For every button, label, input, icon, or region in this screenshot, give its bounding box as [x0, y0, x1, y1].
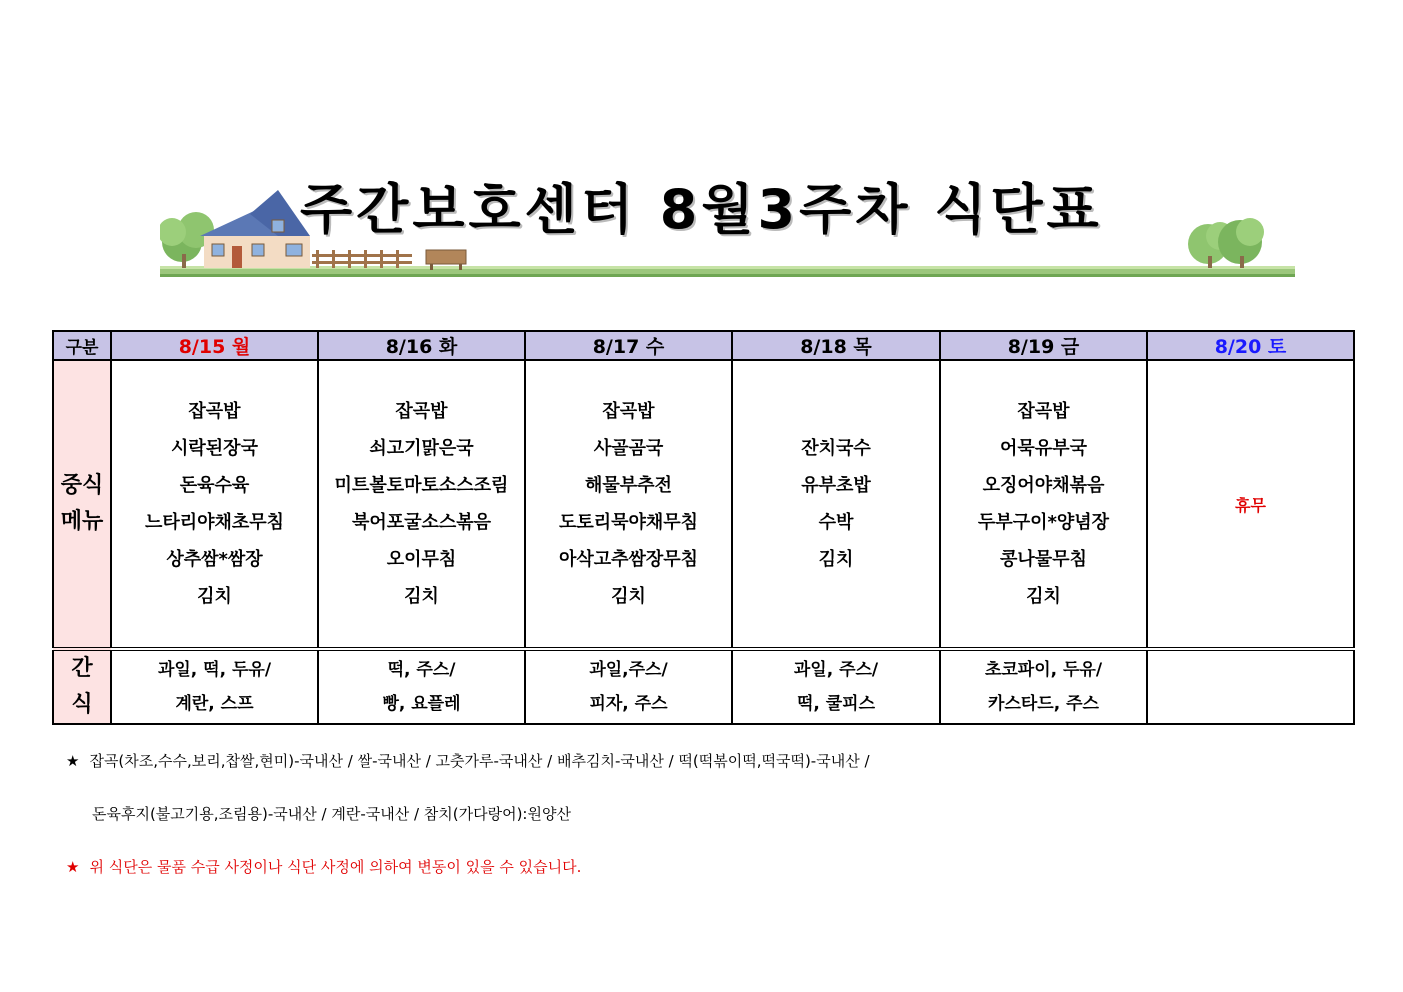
- menu-item: 사골곰국: [593, 438, 664, 459]
- menu-item: 북어포굴소스볶음: [351, 512, 492, 533]
- snack-line: 카스타드, 주스: [988, 694, 1099, 714]
- snack-cell-sat: [1147, 649, 1354, 724]
- lunch-cell-tue: [318, 360, 525, 649]
- menu-item: 오징어야채볶음: [982, 475, 1105, 496]
- menu-list: [112, 393, 317, 615]
- tree-icon: [1188, 218, 1264, 268]
- star-icon: ★: [66, 752, 80, 770]
- origin-note-line1: [66, 750, 870, 771]
- snack-line: 떡, 주스/: [387, 660, 456, 680]
- origin-note-line2: 돈육후지(불고기용,조림용)-국내산 / 계란-국내산 / 참치(가다랑어):원양산: [92, 805, 571, 823]
- menu-item: 잔치국수: [801, 438, 871, 459]
- lunch-label: [53, 360, 111, 649]
- snack-cell-fri: [940, 649, 1147, 724]
- snack-row: [53, 649, 1354, 724]
- snack-label-line2: 식: [71, 692, 93, 717]
- snack-line: 피자, 주스: [589, 694, 668, 714]
- menu-item: 김치: [197, 586, 232, 607]
- fence-icon: [312, 250, 412, 268]
- lunch-label-line2: 메뉴: [60, 509, 104, 534]
- menu-item: 쇠고기맑은국: [369, 438, 474, 459]
- lunch-cell-wed: [525, 360, 732, 649]
- menu-list: [941, 393, 1146, 615]
- day-header-fri: 8/19 금: [940, 331, 1147, 360]
- page-title: 주간보호센터 8월3주차 식단표: [300, 178, 1103, 241]
- menu-item: 잡곡밥: [188, 401, 241, 422]
- menu-item: 수박: [818, 512, 854, 533]
- day-header-mon: 8/15 월: [111, 331, 318, 360]
- day-header-tue: 8/16 화: [318, 331, 525, 360]
- star-icon: ★: [66, 858, 80, 876]
- menu-item: 느타리야채초무침: [144, 512, 285, 533]
- house-icon: [200, 190, 310, 268]
- origin-note-text: 잡곡(차조,수수,보리,찹쌀,현미)-국내산 / 쌀-국내산 / 고춧가루-국내산 / 배추김치-국내산 / 떡(떡볶이떡,떡국떡)-국내산 /: [89, 752, 870, 770]
- day-header-thu: 8/18 목: [732, 331, 940, 360]
- menu-list: [319, 393, 524, 615]
- snack-line: 계란, 스프: [175, 694, 254, 714]
- menu-item: 김치: [1026, 586, 1061, 607]
- menu-item: 두부구이*양념장: [977, 512, 1110, 533]
- lunch-cell-sat: [1147, 360, 1354, 649]
- lunch-label-line1: 중식: [60, 473, 104, 498]
- category-header: 구분: [53, 331, 111, 360]
- snack-line: 초코파이, 두유/: [984, 660, 1103, 680]
- holiday-label: 휴무: [1235, 495, 1266, 515]
- snack-cell-mon: [111, 649, 318, 724]
- snack-cell-wed: [525, 649, 732, 724]
- menu-item: 아삭고추쌈장무침: [558, 549, 699, 570]
- snack-line: 과일, 주스/: [793, 660, 879, 680]
- snack-cell-tue: [318, 649, 525, 724]
- day-header-wed: 8/17 수: [525, 331, 732, 360]
- lunch-cell-mon: [111, 360, 318, 649]
- menu-item: 도토리묵야채무침: [558, 512, 699, 533]
- menu-item: 김치: [818, 549, 854, 570]
- menu-item: 김치: [611, 586, 646, 607]
- menu-item: 김치: [404, 586, 439, 607]
- snack-line: 과일, 떡, 두유/: [157, 660, 272, 680]
- menu-item: 잡곡밥: [602, 401, 655, 422]
- snack-line: 빵, 요플레: [382, 694, 461, 714]
- menu-item: 콩나물무침: [1000, 549, 1087, 570]
- lunch-cell-fri: [940, 360, 1147, 649]
- change-notice-text: 위 식단은 물품 수급 사정이나 식단 사정에 의하여 변동이 있을 수 있습니다.: [89, 858, 582, 876]
- menu-item: 잡곡밥: [395, 401, 448, 422]
- lunch-cell-thu: [732, 360, 940, 649]
- weekly-menu-table: [52, 330, 1355, 725]
- snack-label: [53, 649, 111, 724]
- change-notice: [66, 856, 581, 877]
- menu-item: 잡곡밥: [1017, 401, 1070, 422]
- menu-list: [526, 393, 731, 615]
- menu-item: 돈육수육: [179, 475, 250, 496]
- snack-label-line1: 간: [71, 656, 93, 681]
- menu-item: 미트볼토마토소스조림: [334, 475, 509, 496]
- menu-item: 오이무침: [386, 549, 457, 570]
- snack-line: 과일,주스/: [589, 660, 668, 680]
- day-header-sat: 8/20 토: [1147, 331, 1354, 360]
- snack-line: 떡, 쿨피스: [796, 694, 876, 714]
- snack-cell-thu: [732, 649, 940, 724]
- grass-strip: [160, 266, 1295, 277]
- menu-item: 상추쌈*쌈장: [166, 549, 263, 570]
- menu-item: 해물부추전: [585, 475, 672, 496]
- menu-list: [733, 430, 939, 578]
- lunch-row: [53, 360, 1354, 649]
- header-row: [53, 331, 1354, 360]
- menu-item: 유부초밥: [801, 475, 871, 496]
- menu-item: 시락된장국: [171, 438, 258, 459]
- menu-item: 어묵유부국: [1000, 438, 1087, 459]
